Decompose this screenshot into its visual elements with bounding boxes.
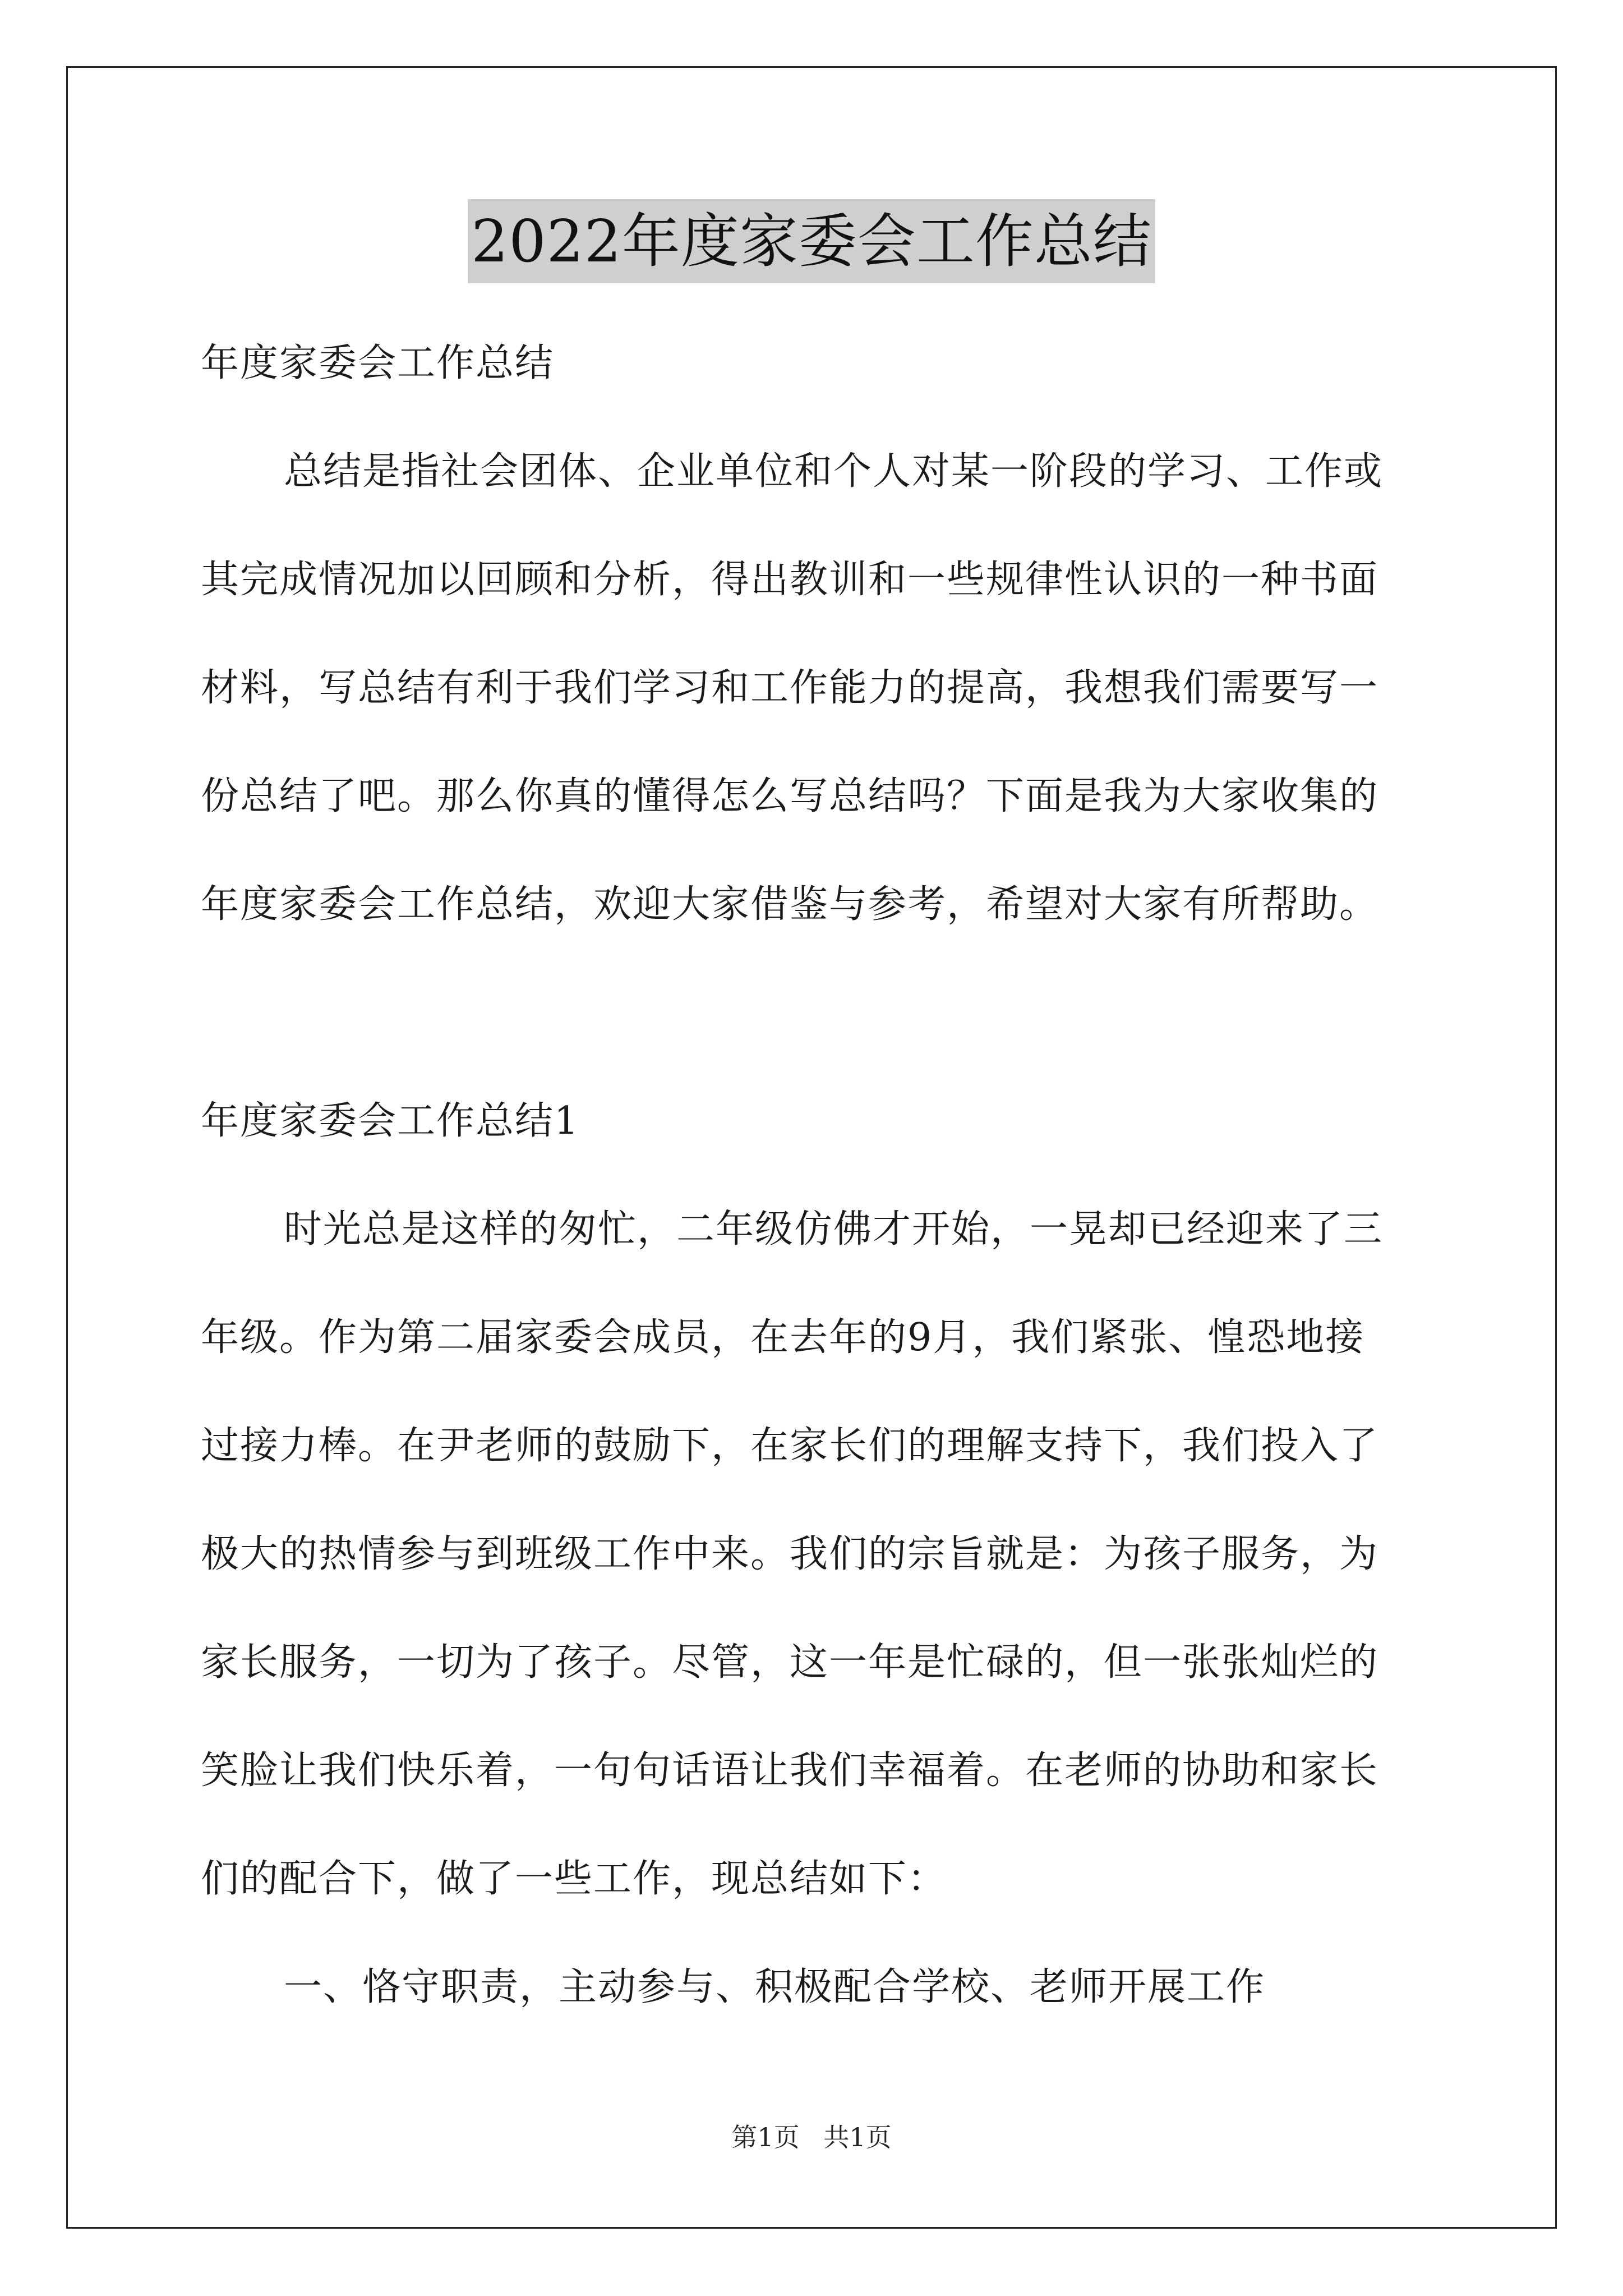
section-line: 笑脸让我们快乐着，一句句话语让我们幸福着。在老师的协助和家长	[201, 1749, 1379, 1793]
intro-line: 份总结了吧。那么你真的懂得怎么写总结吗？下面是我为大家收集的	[201, 774, 1379, 818]
subheading: 一、恪守职责，主动参与、积极配合学校、老师开展工作	[284, 1965, 1266, 2009]
section-line: 时光总是这样的匆忙，二年级仿佛才开始，一晃却已经迎来了三	[284, 1207, 1384, 1251]
intro-line: 其完成情况加以回顾和分析，得出教训和一些规律性认识的一种书面	[201, 558, 1379, 602]
section-line: 们的配合下，做了一些工作，现总结如下：	[201, 1857, 947, 1901]
section-line: 过接力棒。在尹老师的鼓励下，在家长们的理解支持下，我们投入了	[201, 1424, 1379, 1468]
section-heading: 年度家委会工作总结1	[201, 1099, 580, 1143]
title-container	[0, 199, 1623, 283]
page-footer	[0, 2120, 1623, 2154]
intro-line: 总结是指社会团体、企业单位和个人对某一阶段的学习、工作或	[284, 449, 1384, 494]
document-title: 2022年度家委会工作总结	[468, 199, 1155, 283]
page-number-current: 第1页	[731, 2122, 800, 2152]
section-line: 家长服务，一切为了孩子。尽管，这一年是忙碌的，但一张张灿烂的	[201, 1640, 1379, 1685]
section-line: 极大的热情参与到班级工作中来。我们的宗旨就是：为孩子服务，为	[201, 1532, 1379, 1576]
intro-line: 年度家委会工作总结，欢迎大家借鉴与参考，希望对大家有所帮助。	[201, 882, 1379, 927]
page-number-total: 共1页	[823, 2122, 892, 2152]
intro-line: 材料，写总结有利于我们学习和工作能力的提高，我想我们需要写一	[201, 666, 1379, 710]
section-line: 年级。作为第二届家委会成员，在去年的9月，我们紧张、惶恐地接	[201, 1315, 1365, 1360]
intro-heading: 年度家委会工作总结	[201, 341, 555, 385]
